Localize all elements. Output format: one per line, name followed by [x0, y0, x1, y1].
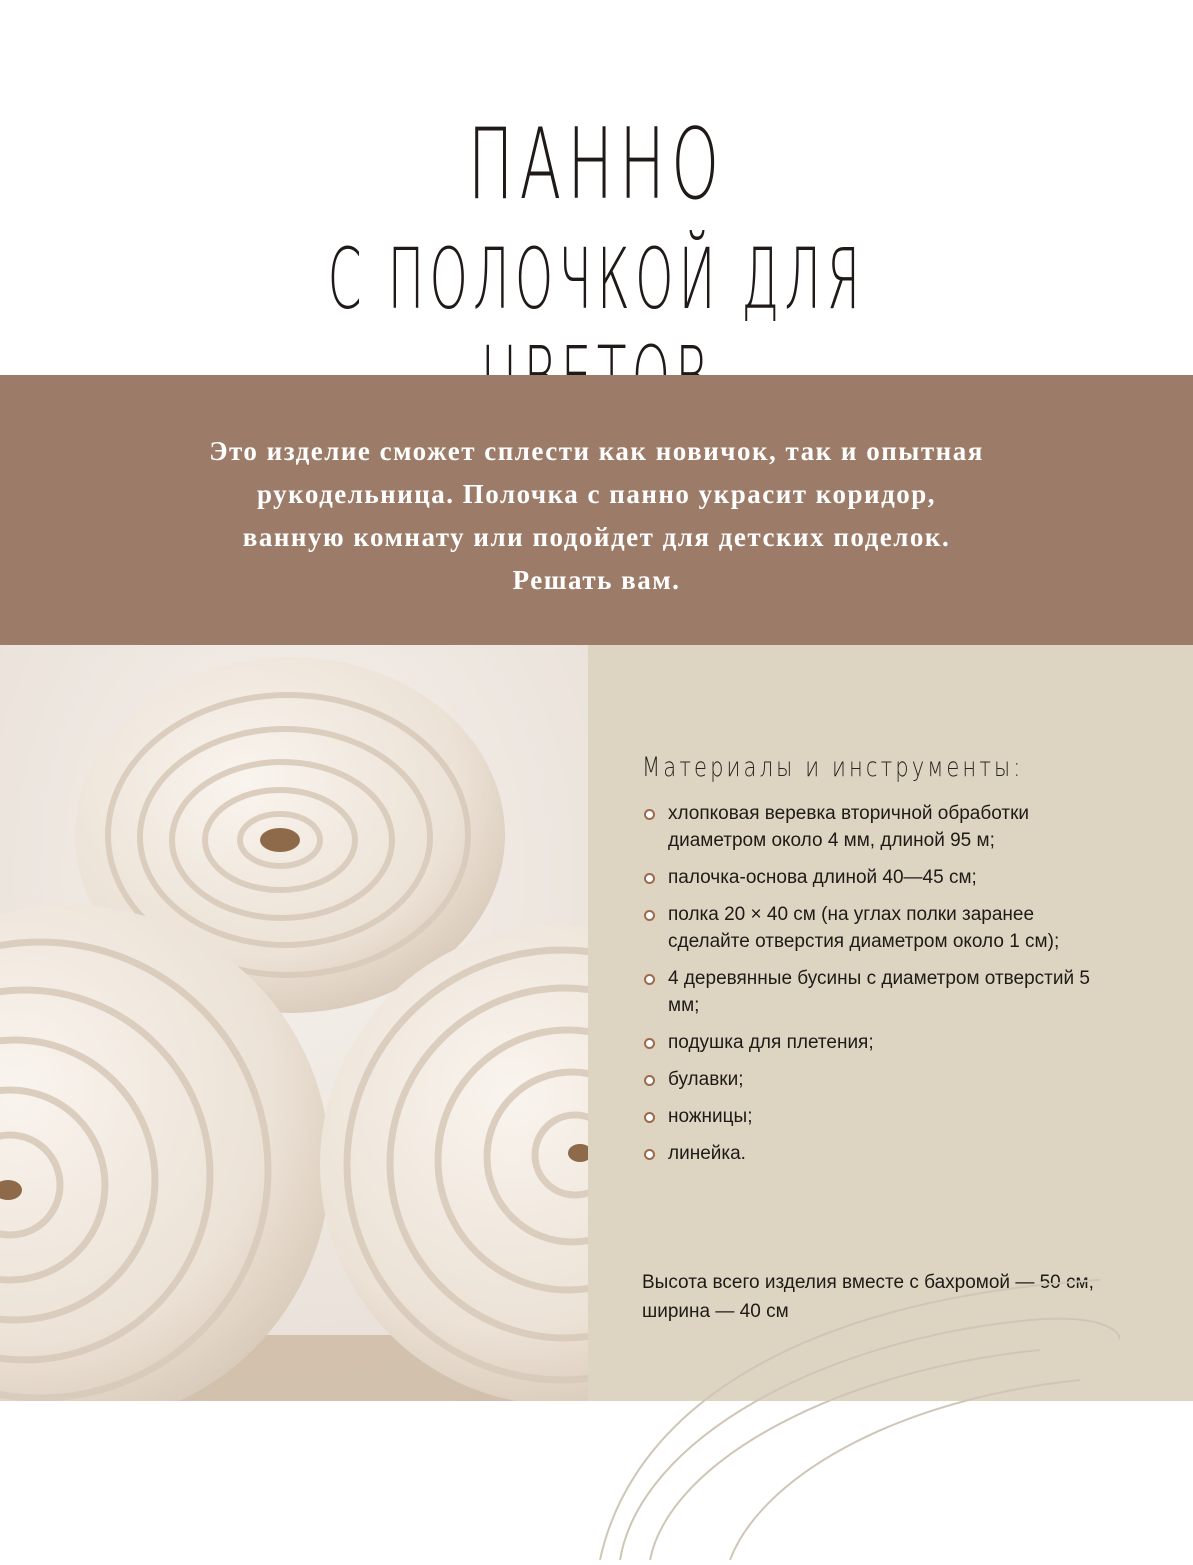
- circle-bullet-icon: [644, 1149, 655, 1160]
- circle-bullet-icon: [644, 1075, 655, 1086]
- circle-bullet-icon: [644, 974, 655, 985]
- list-item: [642, 965, 1112, 1019]
- circle-bullet-icon: [644, 910, 655, 921]
- list-item-text: хлопковая веревка вторичной обработки диаметром около 4 мм, длиной 95 м;: [668, 803, 1030, 851]
- intro-line: рукодельница. Полочка с панно украсит коридор,: [256, 479, 937, 509]
- list-item-text: линейка.: [668, 1143, 746, 1164]
- list-item: [642, 1066, 1112, 1093]
- list-item: [642, 1103, 1112, 1130]
- circle-bullet-icon: [644, 1112, 655, 1123]
- rope-swirl-decoration: [560, 1260, 1120, 1560]
- circle-bullet-icon: [644, 809, 655, 820]
- circle-bullet-icon: [644, 873, 655, 884]
- size-note: Высота всего изделия вместе с бахромой — 50 см, ширина — 40 см: [642, 1272, 1094, 1322]
- intro-line: ванную комнату или подойдет для детских поделок.: [242, 522, 951, 552]
- intro-text: [140, 430, 1053, 602]
- list-item-text: булавки;: [668, 1069, 744, 1090]
- list-item-text: ножницы;: [668, 1106, 753, 1127]
- list-item-text: 4 деревянные бусины с диаметром отверстий 5 мм;: [668, 968, 1090, 1016]
- intro-line: Решать вам.: [512, 565, 681, 595]
- list-item-text: полка 20 × 40 см (на углах полки заранее сделайте отверстия диаметром около 1 см);: [668, 904, 1060, 952]
- list-item: [642, 1029, 1112, 1056]
- materials-list: [642, 800, 1112, 1177]
- materials-heading: Материалы и инструменты:: [642, 752, 1024, 783]
- list-item: [642, 864, 1112, 891]
- circle-bullet-icon: [644, 1038, 655, 1049]
- page-title-line-1: ПАННО: [467, 108, 726, 222]
- list-item-text: палочка-основа длиной 40—45 см;: [668, 867, 977, 888]
- list-item: [642, 901, 1112, 955]
- cotton-rope-balls-image: [0, 645, 588, 1401]
- list-item: [642, 800, 1112, 854]
- list-item: [642, 1140, 1112, 1167]
- list-item-text: подушка для плетения;: [668, 1032, 874, 1053]
- intro-line: Это изделие сможет сплести как новичок, так и опытная: [209, 436, 984, 466]
- page-title-line-2: С ПОЛОЧКОЙ ДЛЯ: [327, 230, 866, 328]
